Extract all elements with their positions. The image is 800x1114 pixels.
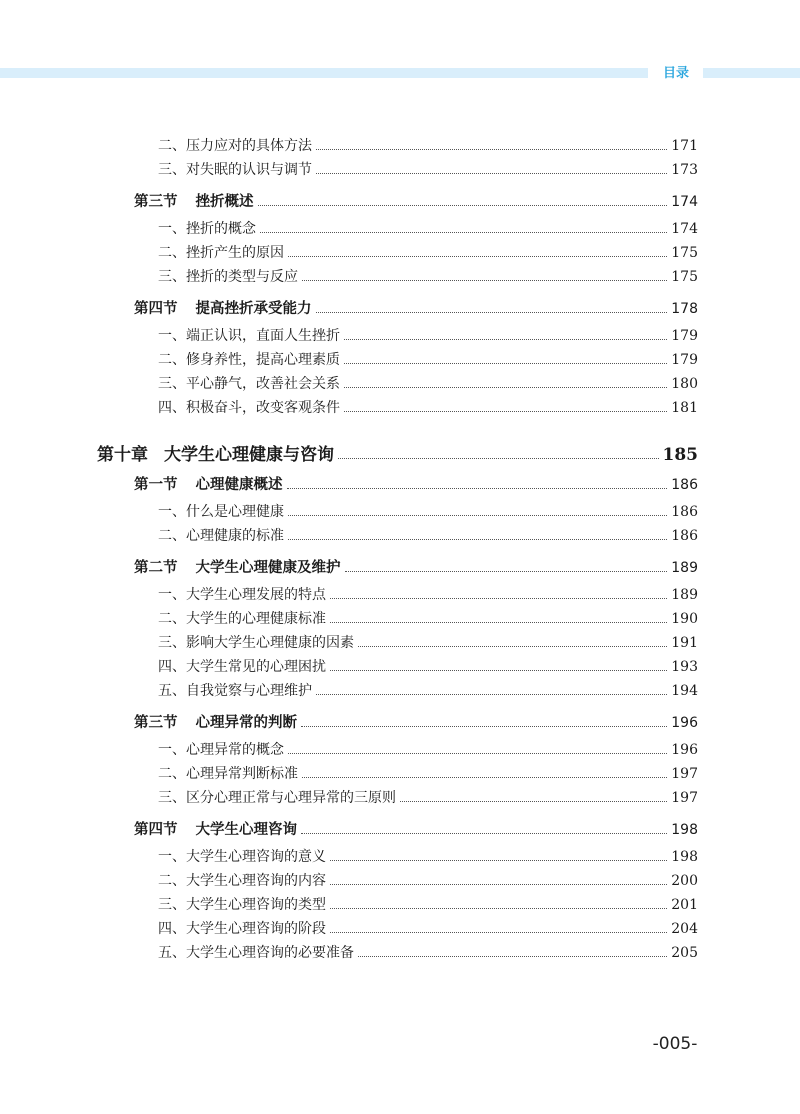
dot-leader bbox=[288, 528, 667, 540]
toc-section[interactable] bbox=[134, 473, 698, 494]
toc-section-title: 挫折概述 bbox=[195, 194, 254, 210]
dot-leader bbox=[330, 659, 667, 671]
toc-page-number: 194 bbox=[671, 683, 698, 699]
toc-item-title: 四、积极奋斗，改变客观条件 bbox=[158, 400, 340, 416]
toc-section-title: 大学生心理咨询 bbox=[195, 822, 297, 838]
toc-item-title: 三、影响大学生心理健康的因素 bbox=[158, 635, 354, 651]
toc-page-number: 181 bbox=[671, 400, 698, 416]
toc-page-number: 196 bbox=[671, 742, 698, 758]
toc-section[interactable] bbox=[134, 556, 698, 577]
toc-item[interactable] bbox=[158, 135, 698, 155]
toc-page-number: 204 bbox=[671, 921, 698, 937]
toc-item-title: 一、什么是心理健康 bbox=[158, 504, 284, 520]
toc-section-label: 第四节 bbox=[134, 301, 178, 317]
toc-page-number: 186 bbox=[671, 528, 698, 544]
toc-section[interactable] bbox=[134, 190, 698, 211]
toc-page-number: 205 bbox=[671, 945, 698, 961]
toc-page-number: 174 bbox=[671, 221, 698, 237]
toc-item[interactable] bbox=[158, 501, 698, 521]
toc-item[interactable] bbox=[158, 632, 698, 652]
page-number: -005- bbox=[652, 1034, 698, 1054]
toc-item-title: 二、挫折产生的原因 bbox=[158, 245, 284, 261]
toc-item[interactable] bbox=[158, 870, 698, 890]
toc-item[interactable] bbox=[158, 584, 698, 604]
toc-page-number: 191 bbox=[671, 635, 698, 651]
dot-leader bbox=[345, 559, 668, 572]
dot-leader bbox=[330, 611, 667, 623]
toc-item[interactable] bbox=[158, 525, 698, 545]
toc-item[interactable] bbox=[158, 373, 698, 393]
dot-leader bbox=[344, 376, 667, 388]
toc-page-number: 186 bbox=[671, 504, 698, 520]
dot-leader bbox=[301, 714, 667, 727]
dot-leader bbox=[301, 821, 667, 834]
dot-leader bbox=[302, 766, 667, 778]
toc-page-number: 171 bbox=[671, 138, 698, 154]
dot-leader bbox=[400, 790, 667, 802]
toc-page-number: 189 bbox=[671, 587, 698, 603]
toc-page-number: 198 bbox=[671, 849, 698, 865]
toc-item[interactable] bbox=[158, 739, 698, 759]
toc-item-title: 五、自我觉察与心理维护 bbox=[158, 683, 312, 699]
toc-section-label: 第三节 bbox=[134, 194, 178, 210]
dot-leader bbox=[288, 742, 667, 754]
toc-page-number: 197 bbox=[671, 790, 698, 806]
toc-section-title: 大学生心理健康及维护 bbox=[195, 560, 341, 576]
toc-page-number: 196 bbox=[671, 715, 698, 731]
toc-item-title: 二、修身养性，提高心理素质 bbox=[158, 352, 340, 368]
toc-item-title: 四、大学生心理咨询的阶段 bbox=[158, 921, 326, 937]
dot-leader bbox=[316, 138, 667, 150]
toc-item[interactable] bbox=[158, 918, 698, 938]
dot-leader bbox=[344, 328, 667, 340]
toc-section-label: 第二节 bbox=[134, 560, 178, 576]
dot-leader bbox=[330, 849, 667, 861]
dot-leader bbox=[338, 444, 659, 459]
toc-item[interactable] bbox=[158, 218, 698, 238]
toc-item[interactable] bbox=[158, 846, 698, 866]
toc-item[interactable] bbox=[158, 656, 698, 676]
toc-item-title: 一、心理异常的概念 bbox=[158, 742, 284, 758]
toc-item-title: 二、心理异常判断标准 bbox=[158, 766, 298, 782]
toc-item[interactable] bbox=[158, 763, 698, 783]
toc-page-number: 197 bbox=[671, 766, 698, 782]
header-title: 目录 bbox=[662, 66, 689, 81]
toc-item-title: 二、大学生的心理健康标准 bbox=[158, 611, 326, 627]
toc-chapter-title: 大学生心理健康与咨询 bbox=[164, 445, 334, 465]
toc-item[interactable] bbox=[158, 266, 698, 286]
toc-page-number: 178 bbox=[671, 301, 698, 317]
dot-leader bbox=[302, 269, 667, 281]
toc-item[interactable] bbox=[158, 397, 698, 417]
header-bar-left bbox=[0, 68, 648, 78]
dot-leader bbox=[316, 300, 668, 313]
dot-leader bbox=[344, 400, 667, 412]
toc-page-number: 185 bbox=[662, 445, 698, 465]
toc-page-number: 179 bbox=[671, 328, 698, 344]
toc-item[interactable] bbox=[158, 325, 698, 345]
dot-leader bbox=[258, 193, 668, 206]
toc-section[interactable] bbox=[134, 711, 698, 732]
header-bar-right bbox=[703, 68, 800, 78]
toc-item[interactable] bbox=[158, 680, 698, 700]
toc-item[interactable] bbox=[158, 159, 698, 179]
toc-section-title: 提高挫折承受能力 bbox=[195, 301, 312, 317]
toc-chapter[interactable] bbox=[97, 440, 698, 465]
dot-leader bbox=[316, 683, 667, 695]
toc-item-title: 一、大学生心理咨询的意义 bbox=[158, 849, 326, 865]
toc-page-number: 201 bbox=[671, 897, 698, 913]
toc-section[interactable] bbox=[134, 297, 698, 318]
toc-item-title: 五、大学生心理咨询的必要准备 bbox=[158, 945, 354, 961]
toc-section-title: 心理健康概述 bbox=[195, 477, 283, 493]
toc-item[interactable] bbox=[158, 242, 698, 262]
toc-page-number: 193 bbox=[671, 659, 698, 675]
toc-page-number: 186 bbox=[671, 477, 698, 493]
toc-item[interactable] bbox=[158, 787, 698, 807]
toc-page-number: 198 bbox=[671, 822, 698, 838]
toc-item-title: 三、大学生心理咨询的类型 bbox=[158, 897, 326, 913]
dot-leader bbox=[330, 873, 667, 885]
toc-item-title: 二、心理健康的标准 bbox=[158, 528, 284, 544]
toc-section-label: 第三节 bbox=[134, 715, 178, 731]
dot-leader bbox=[260, 221, 667, 233]
dot-leader bbox=[316, 162, 667, 174]
toc-item-title: 一、端正认识，直面人生挫折 bbox=[158, 328, 340, 344]
dot-leader bbox=[330, 587, 667, 599]
toc-item-title: 二、大学生心理咨询的内容 bbox=[158, 873, 326, 889]
toc-section-label: 第四节 bbox=[134, 822, 178, 838]
dot-leader bbox=[330, 921, 667, 933]
toc-page-number: 200 bbox=[671, 873, 698, 889]
toc-item-title: 四、大学生常见的心理困扰 bbox=[158, 659, 326, 675]
toc-item-title: 一、大学生心理发展的特点 bbox=[158, 587, 326, 603]
toc-chapter-label: 第十章 bbox=[97, 445, 148, 465]
toc-page-number: 175 bbox=[671, 245, 698, 261]
toc-page-number: 173 bbox=[671, 162, 698, 178]
toc-item-title: 三、区分心理正常与心理异常的三原则 bbox=[158, 790, 396, 806]
toc-item-title: 二、压力应对的具体方法 bbox=[158, 138, 312, 154]
toc-item[interactable] bbox=[158, 942, 698, 962]
dot-leader bbox=[330, 897, 667, 909]
toc-item-title: 三、挫折的类型与反应 bbox=[158, 269, 298, 285]
toc-page-number: 180 bbox=[671, 376, 698, 392]
toc-page-number: 179 bbox=[671, 352, 698, 368]
dot-leader bbox=[287, 476, 668, 489]
toc-page-number: 189 bbox=[671, 560, 698, 576]
toc-item[interactable] bbox=[158, 349, 698, 369]
toc-section[interactable] bbox=[134, 818, 698, 839]
toc-item[interactable] bbox=[158, 894, 698, 914]
toc-page-number: 190 bbox=[671, 611, 698, 627]
dot-leader bbox=[358, 635, 667, 647]
dot-leader bbox=[288, 504, 667, 516]
toc-section-label: 第一节 bbox=[134, 477, 178, 493]
toc-item-title: 三、平心静气，改善社会关系 bbox=[158, 376, 340, 392]
dot-leader bbox=[358, 945, 667, 957]
toc-section-title: 心理异常的判断 bbox=[195, 715, 297, 731]
toc-page-number: 174 bbox=[671, 194, 698, 210]
toc-item[interactable] bbox=[158, 608, 698, 628]
toc-page-number: 175 bbox=[671, 269, 698, 285]
dot-leader bbox=[288, 245, 667, 257]
toc-item-title: 三、对失眠的认识与调节 bbox=[158, 162, 312, 178]
dot-leader bbox=[344, 352, 667, 364]
toc-item-title: 一、挫折的概念 bbox=[158, 221, 256, 237]
